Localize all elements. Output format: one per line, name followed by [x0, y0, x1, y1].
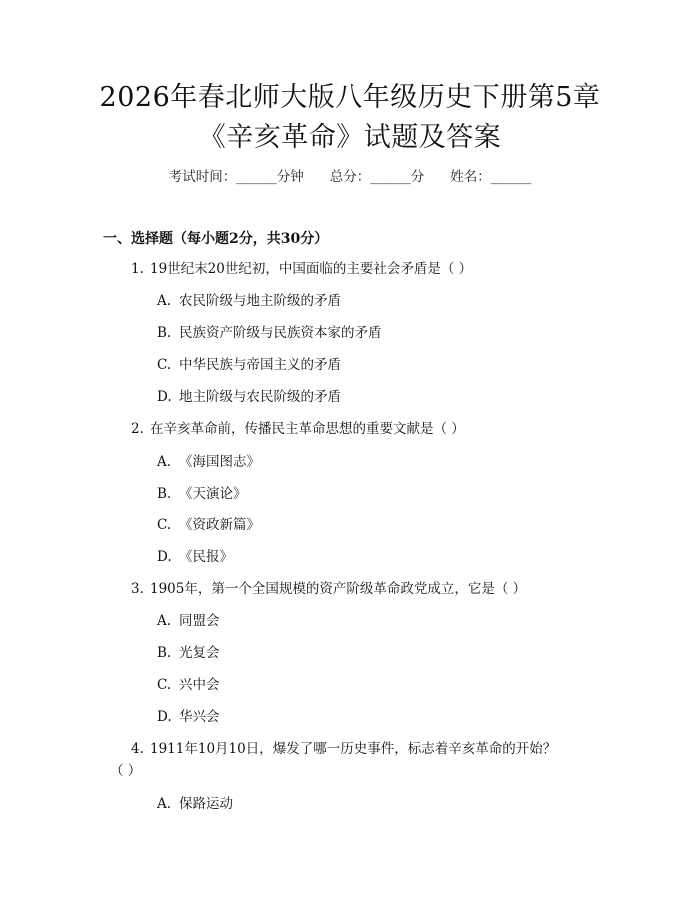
question-text: 1911年10月10日，爆发了哪一历史事件，标志着辛亥革命的开始？	[150, 741, 557, 757]
question-2-option-c	[157, 519, 260, 533]
question-4	[131, 743, 556, 757]
option-letter: D.	[157, 389, 172, 405]
question-1-option-a	[157, 295, 341, 309]
question-number: 4.	[131, 741, 144, 757]
option-text: 《天演论》	[179, 486, 247, 502]
option-letter: C.	[157, 517, 172, 533]
option-text: 民族资产阶级与民族资本家的矛盾	[179, 325, 382, 341]
question-2-option-d	[157, 551, 233, 565]
option-letter: B.	[157, 645, 172, 661]
option-text: 华兴会	[179, 709, 220, 725]
option-letter: C.	[157, 357, 172, 373]
option-letter: A.	[157, 613, 172, 629]
option-text: 光复会	[179, 645, 220, 661]
option-letter: B.	[157, 325, 172, 341]
question-text: 在辛亥革命前，传播民主革命思想的重要文献是（ ）	[150, 421, 465, 437]
question-2-option-b	[157, 488, 247, 502]
option-text: 农民阶级与地主阶级的矛盾	[179, 293, 341, 309]
student-name-field: 姓名：______	[450, 169, 532, 185]
question-1-option-c	[157, 359, 341, 373]
option-letter: A.	[157, 796, 172, 812]
exam-time-field: 考试时间：______分钟	[168, 169, 304, 185]
option-text: 《资政新篇》	[179, 517, 260, 533]
option-text: 《民报》	[179, 549, 233, 565]
option-text: 兴中会	[179, 677, 220, 693]
document-title-line-1: 2026年春北师大版八年级历史下册第5章	[99, 82, 601, 113]
section-heading-multiple-choice: 一、选择题（每小题2分，共30分）	[103, 231, 329, 247]
question-4-continuation: （ ）	[110, 763, 142, 779]
option-letter: D.	[157, 709, 172, 725]
question-2-option-a	[157, 456, 260, 470]
question-3-option-d	[157, 711, 220, 725]
question-3-option-b	[157, 647, 220, 661]
option-text: 地主阶级与农民阶级的矛盾	[179, 389, 341, 405]
exam-info	[0, 171, 700, 185]
question-1	[131, 263, 472, 277]
question-number: 3.	[131, 581, 144, 597]
question-3	[131, 583, 526, 597]
question-3-option-a	[157, 615, 220, 629]
question-1-option-d	[157, 391, 341, 405]
option-letter: A.	[157, 293, 172, 309]
question-text: 19世纪末20世纪初，中国面临的主要社会矛盾是（ ）	[150, 261, 473, 277]
option-text: 《海国图志》	[179, 454, 260, 470]
document-title-line-2: 《辛亥革命》试题及答案	[198, 122, 502, 153]
option-letter: A.	[157, 454, 172, 470]
question-3-option-c	[157, 679, 220, 693]
question-4-option-a	[157, 798, 233, 812]
option-letter: B.	[157, 486, 172, 502]
option-text: 中华民族与帝国主义的矛盾	[179, 357, 341, 373]
question-number: 1.	[131, 261, 144, 277]
option-letter: D.	[157, 549, 172, 565]
question-text: 1905年，第一个全国规模的资产阶级革命政党成立，它是（ ）	[150, 581, 527, 597]
question-number: 2.	[131, 421, 144, 437]
total-score-field: 总分：______分	[329, 169, 425, 185]
option-letter: C.	[157, 677, 172, 693]
question-1-option-b	[157, 327, 382, 341]
question-2	[131, 423, 465, 437]
option-text: 保路运动	[179, 796, 233, 812]
option-text: 同盟会	[179, 613, 220, 629]
